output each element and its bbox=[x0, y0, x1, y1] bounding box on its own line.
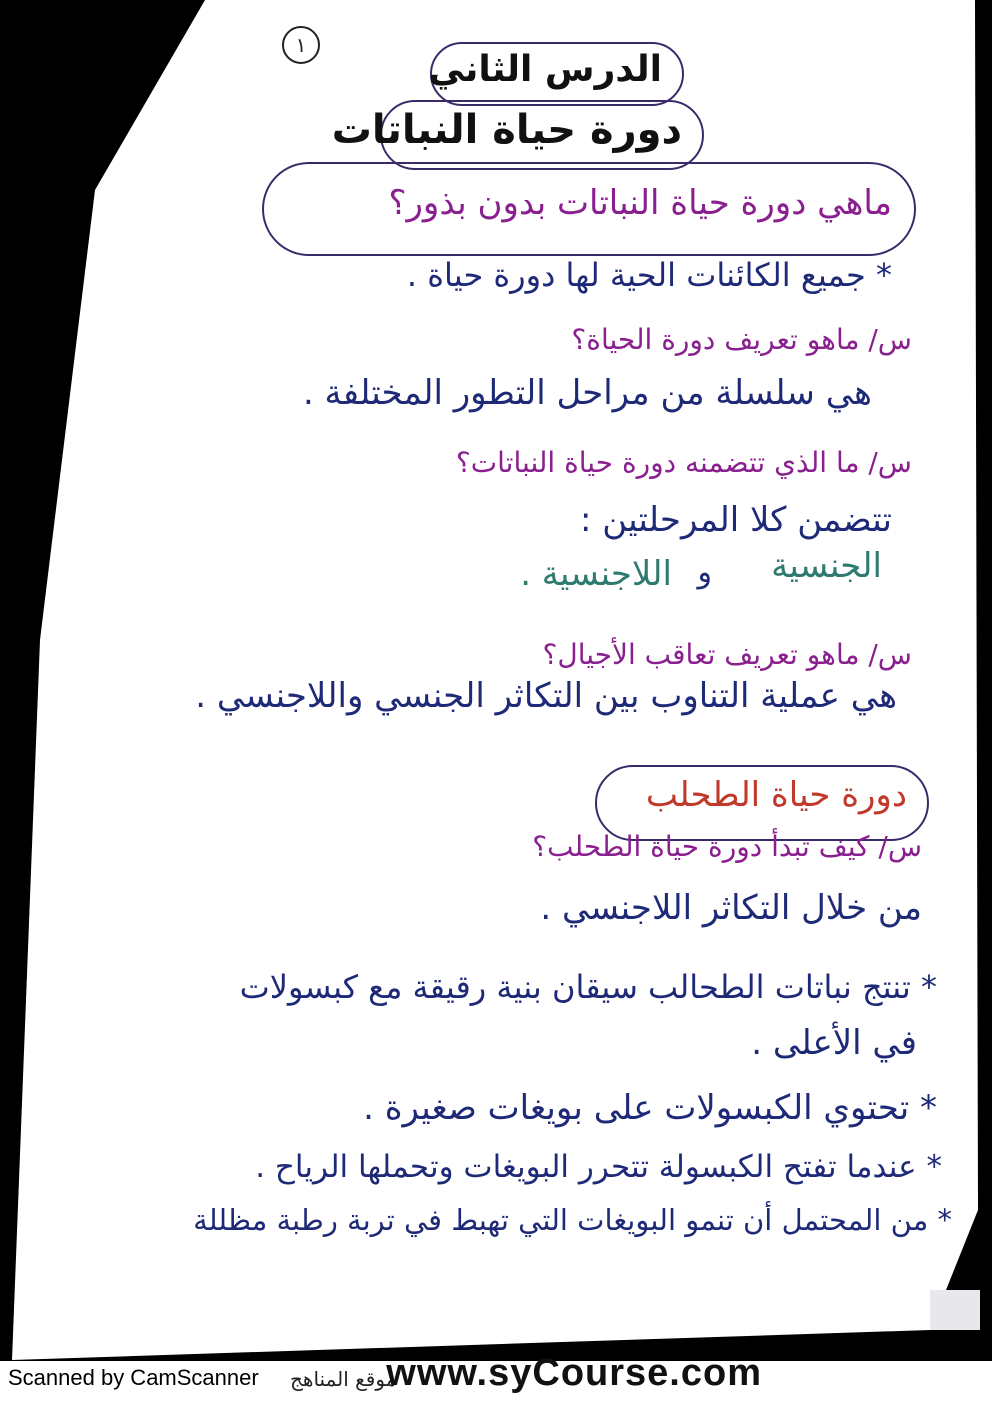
answer-and: و bbox=[697, 555, 712, 590]
question-plant-cycle-includes: س/ ما الذي تتضمنه دورة حياة النباتات؟ bbox=[455, 446, 912, 479]
section2-heading: دورة حياة الطحلب bbox=[645, 775, 907, 815]
bullet-capsule-opens: * عندما تفتح الكبسولة تتحرر البويغات وتحملها الرياح . bbox=[255, 1149, 942, 1185]
fact-all-living-things: * جميع الكائنات الحية لها دورة حياة . bbox=[406, 256, 892, 294]
topic-title: دورة حياة النباتات bbox=[331, 107, 682, 153]
section1-heading: ماهي دورة حياة النباتات بدون بذور؟ bbox=[388, 183, 892, 223]
answer-asexual-stage: اللاجنسية . bbox=[520, 554, 672, 594]
bullet-moss-stalks-line2: في الأعلى . bbox=[751, 1023, 917, 1063]
bullet-spores-grow: * من المحتمل أن تنمو البويغات التي تهبط في تربة رطبة مظللة bbox=[193, 1203, 952, 1237]
bullet-capsules-contain-spores: * تحتوي الكبسولات على بويغات صغيرة . bbox=[363, 1088, 937, 1128]
question-moss-cycle-start: س/ كيف تبدأ دورة حياة الطحلب؟ bbox=[532, 830, 922, 863]
answer-includes-both-stages: تتضمن كلا المرحلتين : bbox=[580, 500, 892, 540]
page-number: ١ bbox=[282, 26, 320, 64]
scanner-credit: Scanned by CamScanner bbox=[8, 1365, 259, 1390]
answer-sexual-stage: الجنسية bbox=[771, 546, 882, 586]
site-arabic-label: موقع المناهج bbox=[290, 1367, 397, 1391]
lesson-title: الدرس الثاني bbox=[428, 49, 662, 90]
answer-asexual-reproduction: من خلال التكاثر اللاجنسي . bbox=[540, 888, 922, 928]
answer-alternation-of-generations: هي عملية التناوب بين التكاثر الجنسي واللاجنسي . bbox=[195, 676, 897, 716]
question-life-cycle-definition: س/ ماهو تعريف دورة الحياة؟ bbox=[571, 323, 912, 356]
question-alternation-of-generations: س/ ماهو تعريف تعاقب الأجيال؟ bbox=[542, 638, 912, 671]
site-url[interactable]: www.syCourse.com bbox=[386, 1352, 762, 1394]
bullet-moss-stalks-line1: * تنتج نباتات الطحالب سيقان بنية رقيقة مع كبسولات bbox=[239, 968, 937, 1006]
answer-life-cycle-definition: هي سلسلة من مراحل التطور المختلفة . bbox=[302, 373, 872, 413]
